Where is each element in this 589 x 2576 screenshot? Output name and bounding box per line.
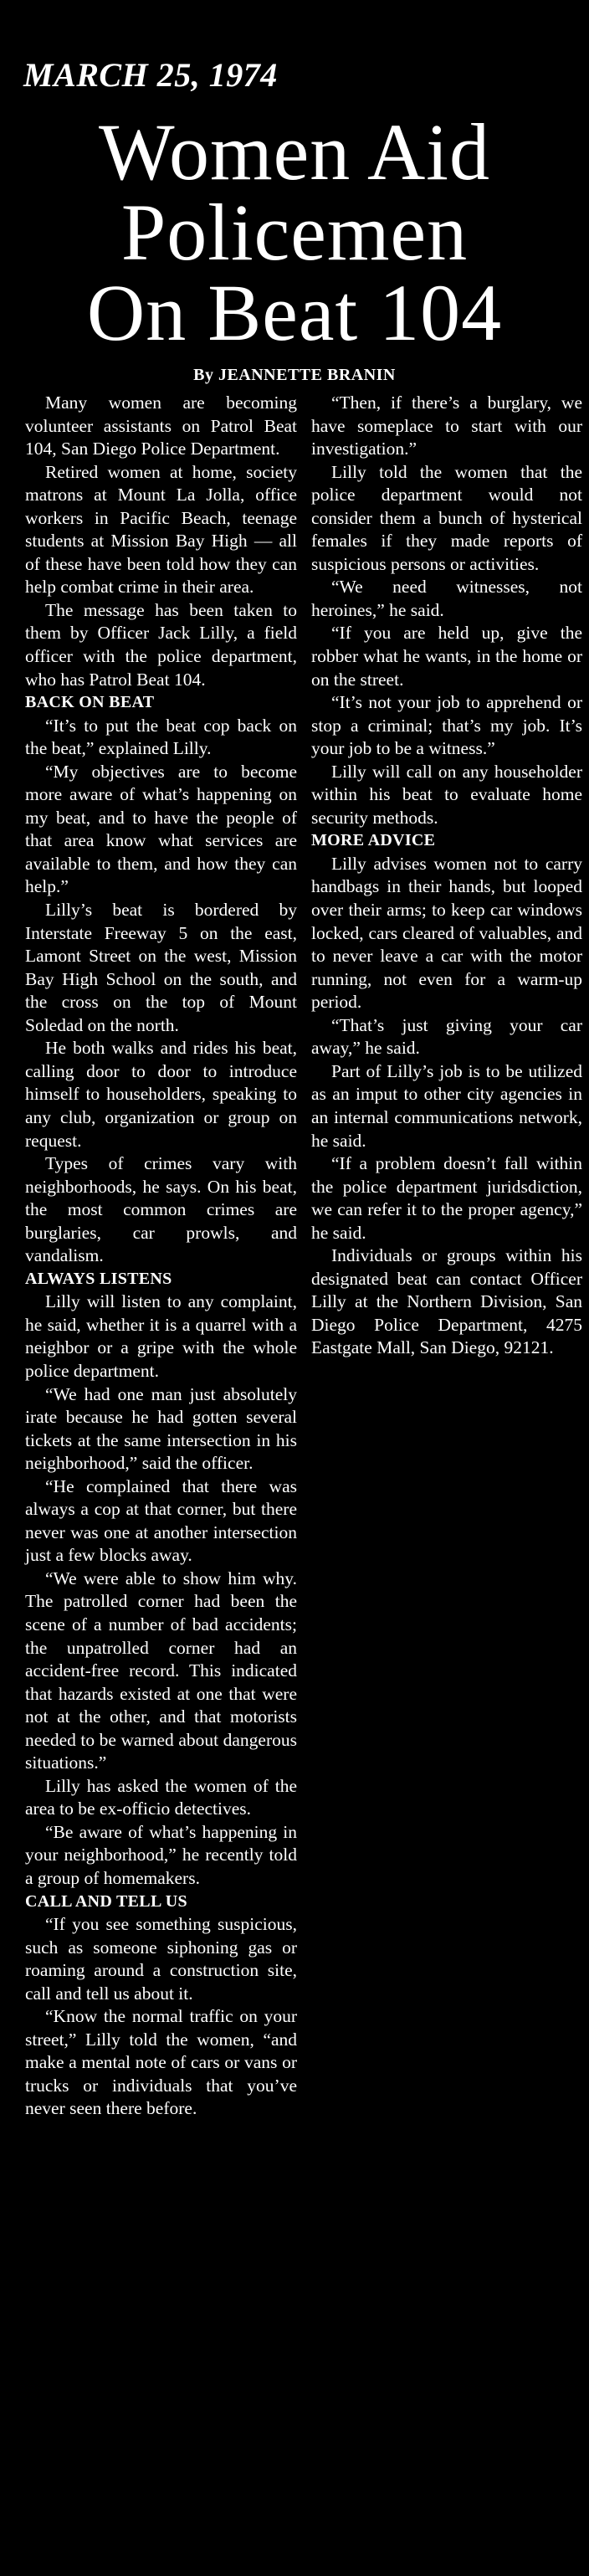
paragraph: “If you are held up, give the robber what he wants, in the home or on the street. [311,623,582,690]
subheading: CALL AND TELL US [25,1891,187,1911]
byline: By JEANNETTE BRANIN [193,366,396,384]
headline [0,107,589,357]
paragraph: The message has been taken to them by Officer Jack Lilly, a field officer with the police department, who has Patrol Beat 104. [25,599,297,690]
article-date: MARCH 25, 1974 [23,56,278,94]
paragraph: “It’s not your job to apprehend or stop a criminal; that’s my job. It’s your job to be a witness.” [311,692,582,759]
paragraph: “Be aware of what’s happening in your neighborhood,” he recently told a group of homemakers. [25,1821,297,1888]
paragraph: He both walks and rides his beat, calling door to door to introduce himself to householders, speaking to any club, organization or group on request. [25,1038,297,1151]
subheading: ALWAYS LISTENS [25,1269,172,1288]
paragraph: “It’s to put the beat cop back on the beat,” explained Lilly. [25,715,297,759]
paragraph: Lilly will listen to any complaint, he said, whether it is a quarrel with a neighbor or a gripe with the whole police department. [25,1291,297,1381]
paragraph: Part of Lilly’s job is to be utilized as an imput to other city agencies in an internal communications network, he said. [311,1060,582,1151]
paragraph: “Then, if there’s a burglary, we have someplace to start with our investigation.” [311,393,582,459]
subheading: MORE ADVICE [311,831,436,850]
paragraph: “Know the normal traffic on your street,” Lilly told the women, “and make a mental note of cars or vans or trucks or individuals that you’ve never seen there before. [25,2006,297,2119]
paragraph: “If a problem doesn’t fall within the police department juridsdiction, we can refer it to the proper agency,” he said. [311,1153,582,1243]
paragraph: Retired women at home, society matrons at Mount La Jolla, office workers in Pacific Beach, teenage students at Mission Bay High — all of these have been told how they can help combat crime in their area. [25,461,297,598]
paragraph: “We were able to show him why. The patrolled corner had been the scene of a number of bad accidents; the unpatrolled corner had an accident-free record. This indicated that hazards existed at one that were not at the other, and that motorists needed to be warned about dangerous situations.” [25,1568,297,1773]
paragraph: Individuals or groups within his designated beat can contact Officer Lilly at the Northern Division, San Diego Police Department, 4275 Eastgate Mall, San Diego, 92121. [311,1245,582,1358]
paragraph: “He complained that there was always a cop at that corner, but there never was one at another intersection just a few blocks away. [25,1475,297,1566]
headline-line-3: On Beat 104 [86,268,503,357]
paragraph: Lilly will call on any householder within his beat to evaluate home security methods. [311,761,582,828]
paragraph: “That’s just giving your car away,” he said. [311,1014,582,1059]
article-column-right [311,392,582,1360]
paragraph: “We had one man just absolutely irate because he had gotten several tickets at the same intersection in his neighborhood,” said the officer. [25,1383,297,1474]
paragraph: Lilly’s beat is bordered by Interstate Freeway 5 on the east, Lamont Street on the west, Mission Bay High School on the south, and the cross on the top of Mount Soledad on the north. [25,900,297,1035]
paragraph: Lilly told the women that the police department would not consider them a bunch of hysterical females if they made reports of suspicious persons or activities. [311,461,582,574]
headline-line-2: Policemen [120,187,469,277]
paragraph: “We need witnesses, not heroines,” he said. [311,577,582,620]
paragraph: “My objectives are to become more aware of what’s happening on my beat, and to have the people of that area know what services are available to them, and how they can help.” [25,761,297,897]
paragraph: “If you see something suspicious, such as someone siphoning gas or roaming around a construction site, call and tell us about it. [25,1914,297,2004]
article-column-left [25,392,297,2121]
paragraph: Types of crimes vary with neighborhoods, he says. On his beat, the most common crimes are burglaries, car prowls, and vandalism. [25,1153,297,1266]
paragraph: Many women are becoming volunteer assistants on Patrol Beat 104, San Diego Police Department. [25,393,297,459]
paragraph: Lilly has asked the women of the area to be ex-officio detectives. [25,1775,297,1819]
subheading: BACK ON BEAT [25,693,155,712]
paragraph: Lilly advises women not to carry handbags in their hands, but looped over their arms; to keep car windows locked, cars cleared of valuables, and to never leave a car with the motor running, not even for a warm-up period. [311,853,582,1013]
headline-line-1: Women Aid [99,107,490,197]
